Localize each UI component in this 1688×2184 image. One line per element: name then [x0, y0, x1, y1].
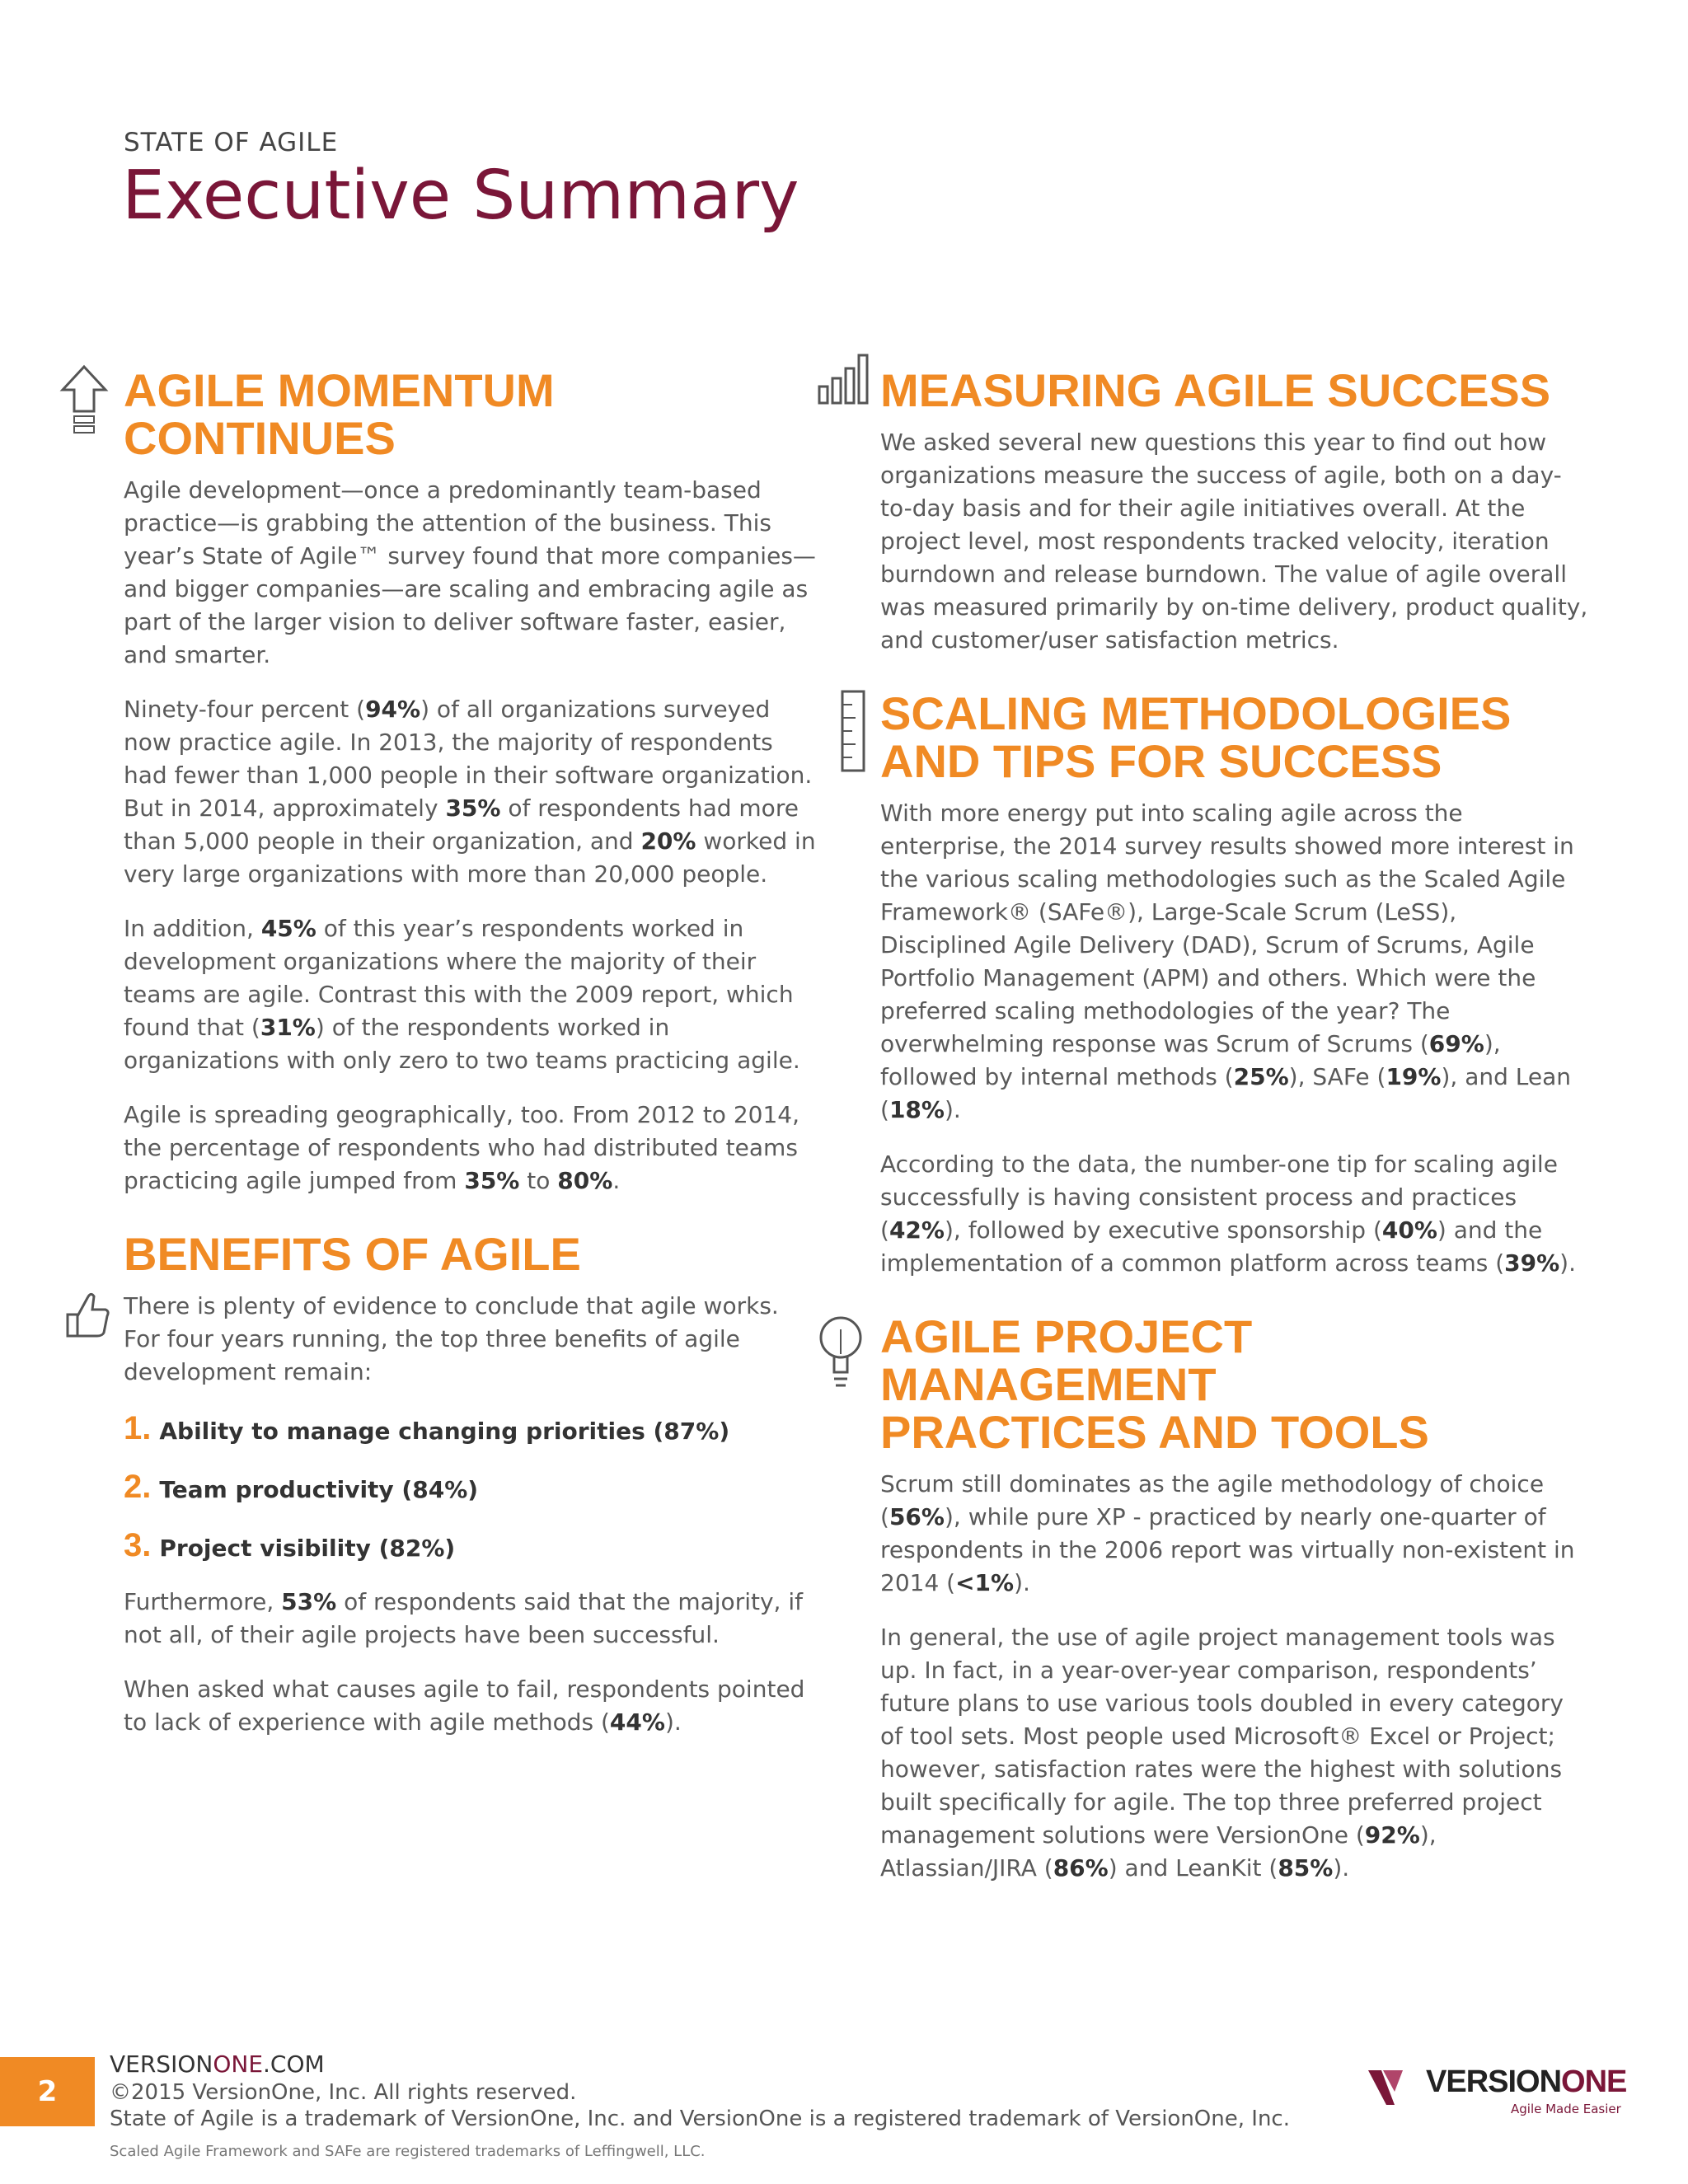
page-number: 2 — [0, 2057, 95, 2126]
benefits-paragraph-1: Furthermore, 53% of respondents said that the majority, if not all, of their agile projects have been successful. — [124, 1588, 803, 1648]
tools-heading: AGILE PROJECT MANAGEMENT PRACTICES AND TOOLS — [880, 1310, 1429, 1458]
tools-paragraph-2: In general, the use of agile project management tools was up. In fact, in a year-over-year comparison, respondents’ future plans to use various tools doubled in every category of tool sets. Most people used Microsoft® Excel or Project; however, satisfaction rates were the highest with solutions built specifically for agile. The top three preferred project management solutions were VersionOne (92%), Atlassian/JIRA (86%) and LeanKit (85%). — [880, 1624, 1564, 1882]
benefits-heading: BENEFITS OF AGILE — [124, 1228, 581, 1280]
website-link[interactable]: VERSIONONE.COM — [110, 2050, 325, 2078]
trademark-text: State of Agile is a trademark of VersionOne, Inc. and VersionOne is a registered trademark of VersionOne, Inc. — [110, 2107, 1290, 2131]
left-column — [124, 364, 816, 1772]
scaling-heading: SCALING METHODOLOGIES AND TIPS FOR SUCCESS — [880, 687, 1512, 787]
momentum-heading: AGILE MOMENTUM CONTINUES — [124, 364, 555, 464]
lightbulb-icon — [816, 1313, 865, 1395]
benefits-section — [124, 1230, 816, 1739]
scaling-section — [880, 687, 1589, 1280]
right-column — [880, 364, 1589, 1918]
momentum-paragraph-4: Agile is spreading geographically, too. From 2012 to 2014, the percentage of respondents who had distributed teams practicing agile jumped from 35% to 80%. — [124, 1101, 799, 1194]
scaling-paragraph-2: According to the data, the number-one tip for scaling agile successfully is having consistent process and practices (42%), followed by executive sponsorship (40%) and the implementation of a common platform across teams (39%). — [880, 1151, 1576, 1277]
thumbs-up-icon — [64, 1290, 110, 1339]
benefits-intro: There is plenty of evidence to conclude that agile works. For four years running, the top three benefits of agile development remain: — [124, 1292, 779, 1385]
tools-section — [880, 1310, 1589, 1885]
safe-trademark-text: Scaled Agile Framework and SAFe are registered trademarks of Leffingwell, LLC. — [110, 2143, 706, 2160]
ruler-icon — [839, 690, 867, 772]
benefit-item: 2. Team productivity (84%) — [124, 1469, 479, 1505]
scaling-paragraph-1: With more energy put into scaling agile across the enterprise, the 2014 survey results showed more interest in the various scaling methodologies such as the Scaled Agile Framework® (SAFe®), Large-Scale Scrum (LeSS), Disciplined Agile Delivery (DAD), Scrum of Scrums, Agile Portfolio Management (APM) and others. Which were the preferred scaling methodologies of the year? The overwhelming response was Scrum of Scrums (69%), followed by internal methods (25%), SAFe (19%), and Lean (18%). — [880, 799, 1574, 1123]
benefits-paragraph-2: When asked what causes agile to fail, respondents pointed to lack of experience with agile methods (44%). — [124, 1675, 805, 1736]
momentum-section — [124, 364, 816, 1197]
measuring-heading: MEASURING AGILE SUCCESS — [880, 364, 1551, 416]
versionone-logo: VERSIONONE — [1426, 2064, 1627, 2099]
benefit-item: 1. Ability to manage changing priorities (87%) — [124, 1410, 730, 1446]
momentum-paragraph-1: Agile development—once a predominantly team-based practice—is grabbing the attention of the business. This year’s State of Agile™ survey found that more companies—and bigger companies—are scaling and embracing agile as part of the larger vision to deliver software faster, easier, and smarter. — [124, 476, 816, 668]
copyright-text: ©2015 VersionOne, Inc. All rights reserved. — [110, 2080, 577, 2105]
versionone-logo-mark-icon — [1367, 2067, 1423, 2108]
section-kicker: STATE OF AGILE — [124, 128, 339, 157]
bar-chart-icon — [816, 349, 874, 406]
measuring-paragraph: We asked several new questions this year to find out how organizations measure the success of agile, both on a day-to-day basis and for their agile initiatives overall. At the project level, most respondents tracked velocity, iteration burndown and release burndown. The value of agile overall was measured primarily by on-time delivery, product quality, and customer/user satisfaction metrics. — [880, 429, 1588, 654]
logo-tagline: Agile Made Easier — [1511, 2102, 1621, 2116]
benefit-item: 3. Project visibility (82%) — [124, 1527, 456, 1563]
tools-paragraph-1: Scrum still dominates as the agile methodology of choice (56%), while pure XP - practiced by nearly one-quarter of respondents in the 2006 report was virtually non-existent in 2014 (<1%). — [880, 1470, 1575, 1596]
page-title: Executive Summary — [122, 157, 799, 235]
momentum-paragraph-3: In addition, 45% of this year’s respondents worked in development organizations where the majority of their teams are agile. Contrast this with the 2009 report, which found that (31%) of the respondents worked in organizations with only zero to two teams practicing agile. — [124, 915, 800, 1074]
measuring-section — [880, 364, 1589, 657]
arrow-up-icon — [59, 363, 109, 443]
momentum-paragraph-2: Ninety-four percent (94%) of all organizations surveyed now practice agile. In 2013, the majority of respondents had fewer than 1,000 people in their software organization. But in 2014, approximately 35% of respondents had more than 5,000 people in their organization, and 20% worked in very large organizations with more than 20,000 people. — [124, 696, 816, 888]
